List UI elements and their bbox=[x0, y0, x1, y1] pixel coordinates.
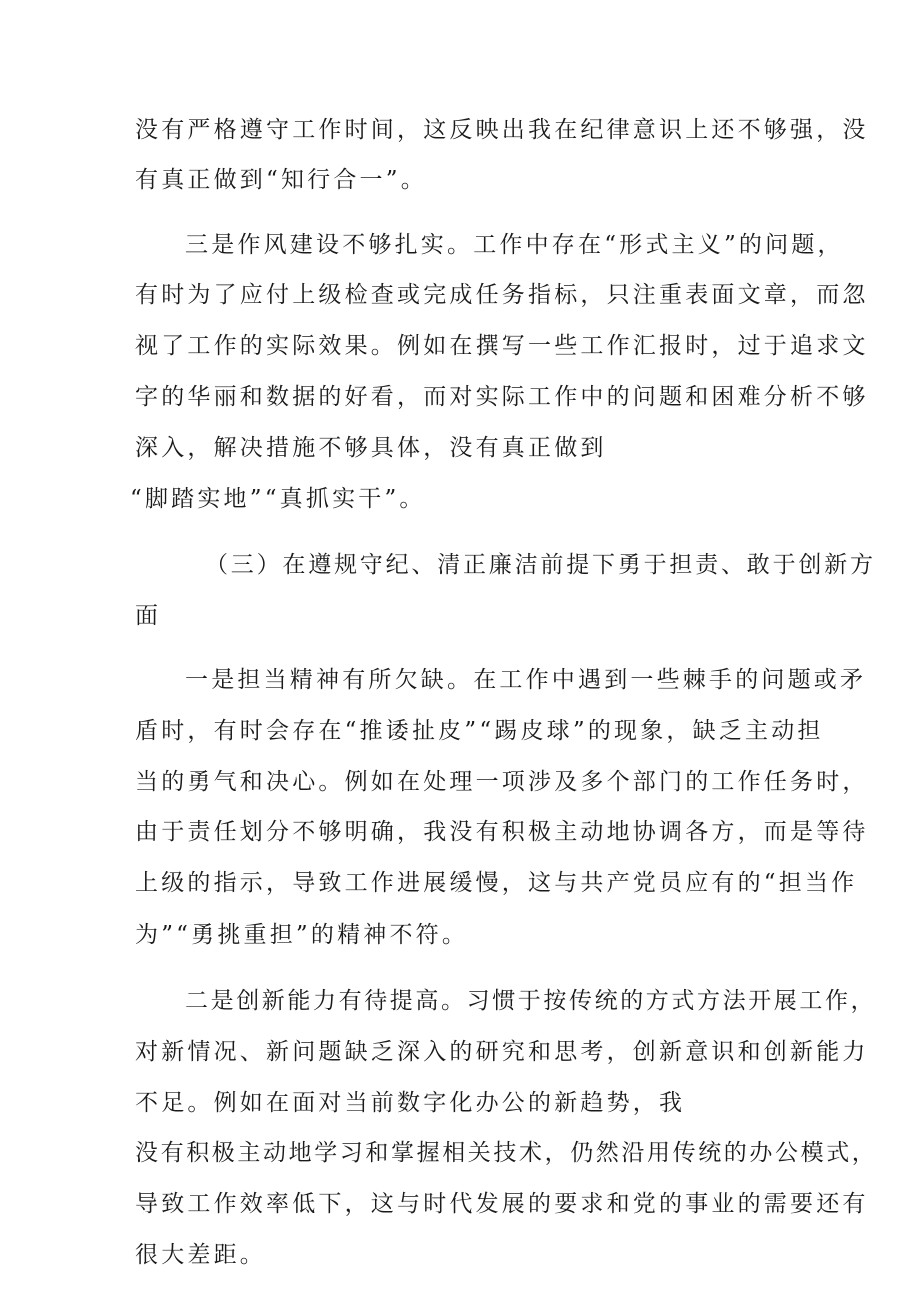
text-line-2: 有真正做到“知行合一”。 bbox=[135, 167, 427, 193]
text-line-13: 当的勇气和决心。例如在处理一项涉及多个部门的工作任务时， bbox=[135, 769, 869, 795]
text-line-17: 二是创新能力有待提高。习惯于按传统的方式方法开展工作， bbox=[185, 988, 877, 1014]
text-line-6: 字的华丽和数据的好看，而对实际工作中的问题和困难分析不够 bbox=[135, 384, 869, 410]
text-line-15: 上级的指示，导致工作进展缓慢，这与共产党员应有的“担当作 bbox=[135, 870, 858, 896]
text-line-18: 对新情况、新问题缺乏深入的研究和思考，创新意识和创新能力 bbox=[135, 1039, 869, 1065]
text-line-16: 为”“勇挑重担”的精神不符。 bbox=[135, 922, 469, 948]
text-line-22: 很大差距。 bbox=[135, 1242, 266, 1268]
text-line-11: 一是担当精神有所欠缺。在工作中遇到一些棘手的问题或矛 bbox=[185, 667, 867, 693]
text-line-20: 没有积极主动地学习和掌握相关技术，仍然沿用传统的办公模式， bbox=[135, 1140, 878, 1166]
text-line-12: 盾时，有时会存在“推诿扯皮”“踢皮球”的现象，缺乏主动担 bbox=[135, 718, 824, 744]
text-line-14: 由于责任划分不够明确，我没有积极主动地协调各方，而是等待 bbox=[135, 819, 869, 845]
text-line-4: 有时为了应付上级检查或完成任务指标，只注重表面文章，而忽 bbox=[135, 282, 869, 308]
text-line-1: 没有严格遵守工作时间，这反映出我在纪律意识上还不够强，没 bbox=[135, 117, 869, 143]
text-line-3: 三是作风建设不够扎实。工作中存在“形式主义”的问题， bbox=[185, 232, 844, 258]
text-line-7: 深入，解决措施不够具体，没有真正做到 bbox=[135, 435, 607, 461]
text-line-21: 导致工作效率低下，这与时代发展的要求和党的事业的需要还有 bbox=[135, 1191, 869, 1217]
text-line-19: 不足。例如在面对当前数字化办公的新趋势，我 bbox=[135, 1090, 686, 1116]
section-heading: （三）在遵规守纪、清正廉洁前提下勇于担责、敢于创新方 bbox=[205, 552, 876, 578]
section-heading-cont: 面 bbox=[135, 603, 162, 629]
text-line-5: 视了工作的实际效果。例如在撰写一些工作汇报时，过于追求文 bbox=[135, 333, 869, 359]
text-line-8: “脚踏实地”“真抓实干”。 bbox=[130, 486, 426, 512]
